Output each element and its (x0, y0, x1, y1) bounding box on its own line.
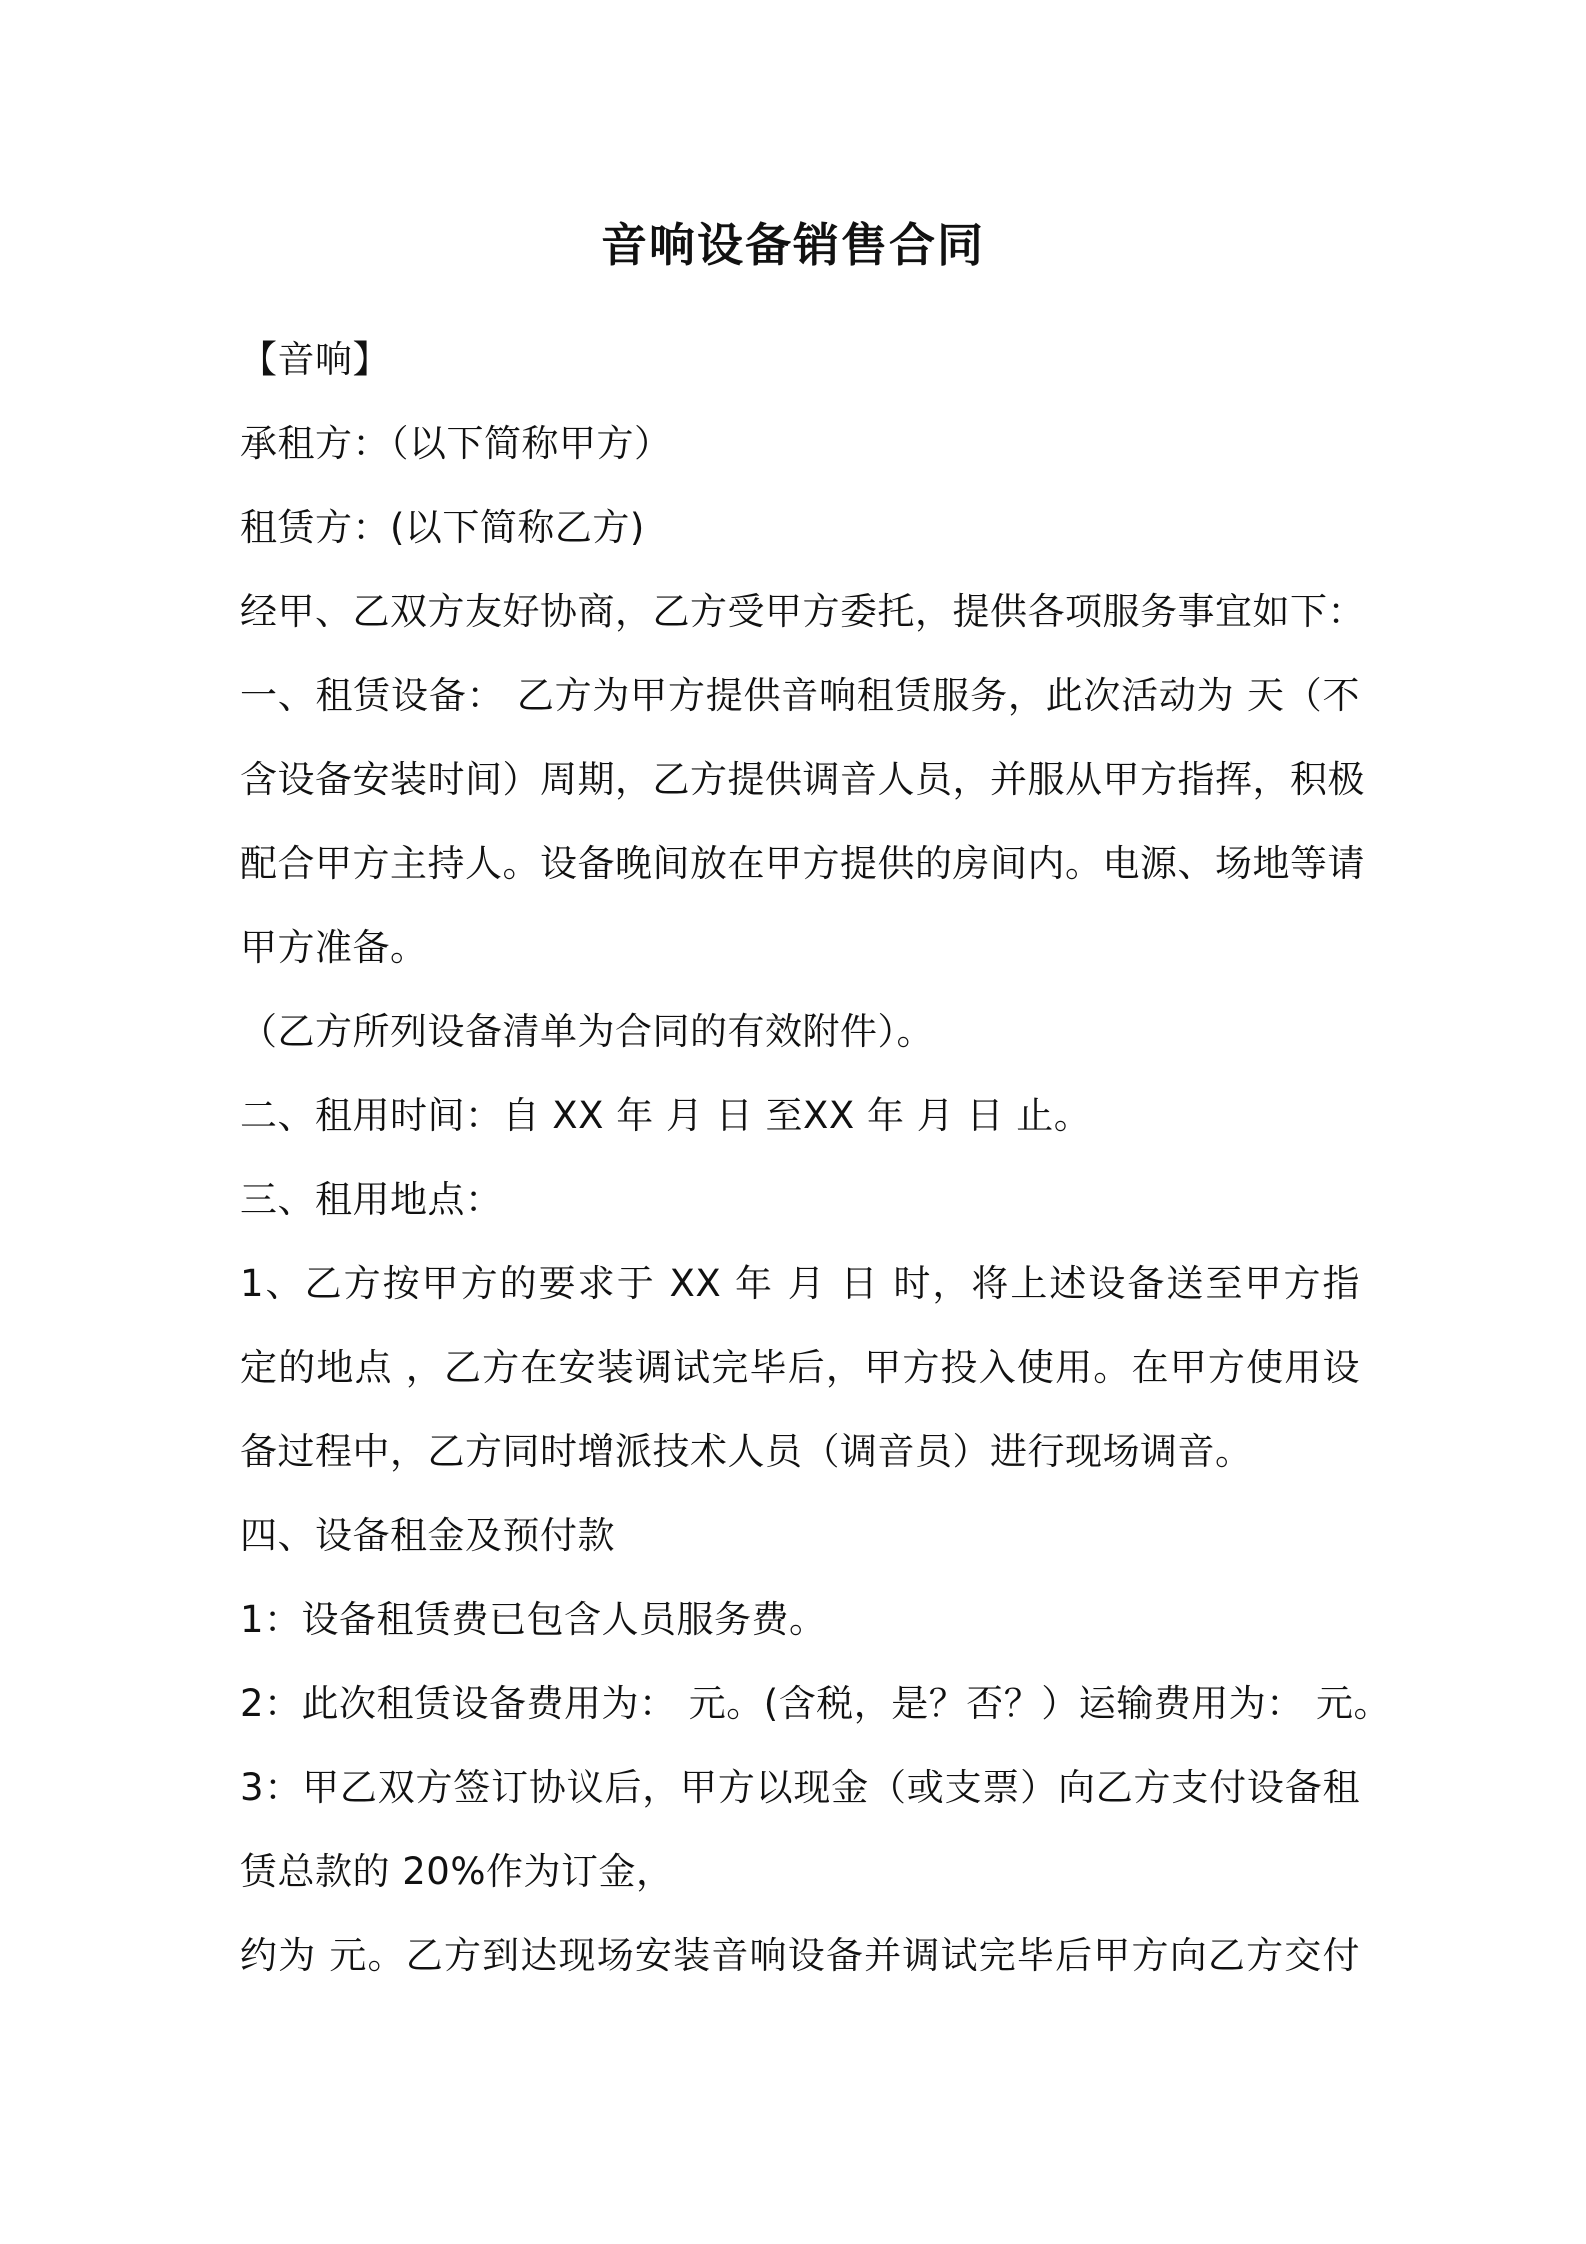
clause-4-item-1: 1：设备租赁费已包含人员服务费。 (240, 1598, 827, 1641)
clause-1-line-4: 甲方准备。 (240, 926, 428, 969)
clause-4-heading: 四、设备租金及预付款 (240, 1514, 615, 1557)
clause-3-item-1-line-2: 定的地点 ，乙方在安装调试完毕后，甲方投入使用。在甲方使用设 (240, 1346, 1360, 1389)
clause-4-item-3-line-1: 3：甲乙双方签订协议后，甲方以现金（或支票）向乙方支付设备租 (240, 1766, 1360, 1809)
clause-4-item-3-line-3: 约为 元。乙方到达现场安装音响设备并调试完毕后甲方向乙方交付 (240, 1934, 1360, 1977)
party-b-line: 租赁方：(以下简称乙方) (240, 506, 645, 549)
preamble-line: 经甲、乙双方友好协商，乙方受甲方委托，提供各项服务事宜如下： (240, 590, 1365, 633)
clause-3-item-1-line-3: 备过程中，乙方同时增派技术人员（调音员）进行现场调音。 (240, 1430, 1253, 1473)
clause-3-item-1-line-1: 1、乙方按甲方的要求于 XX 年 月 日 时，将上述设备送至甲方指 (240, 1262, 1360, 1305)
section-tag-audio: 【音响】 (240, 338, 390, 381)
clause-1-line-1: 一、租赁设备： 乙方为甲方提供音响租赁服务，此次活动为 天（不 (240, 674, 1360, 717)
document-title: 音响设备销售合同 (601, 218, 985, 272)
clause-3-heading: 三、租用地点： (240, 1178, 503, 1221)
clause-2-rental-time: 二、租用时间：自 XX 年 月 日 至XX 年 月 日 止。 (240, 1094, 1092, 1137)
clause-1-line-2: 含设备安装时间）周期，乙方提供调音人员，并服从甲方指挥，积极 (240, 758, 1365, 801)
party-a-line: 承租方：（以下简称甲方） (240, 422, 672, 465)
clause-1-line-3: 配合甲方主持人。设备晚间放在甲方提供的房间内。电源、场地等请 (240, 842, 1365, 885)
clause-4-item-3-line-2: 赁总款的 20%作为订金， (240, 1850, 674, 1893)
clause-4-item-2: 2：此次租赁设备费用为： 元。(含税，是？否？）运输费用为： 元。 (240, 1682, 1391, 1725)
equipment-list-note: （乙方所列设备清单为合同的有效附件）。 (240, 1010, 934, 1053)
contract-body (240, 318, 1391, 1998)
